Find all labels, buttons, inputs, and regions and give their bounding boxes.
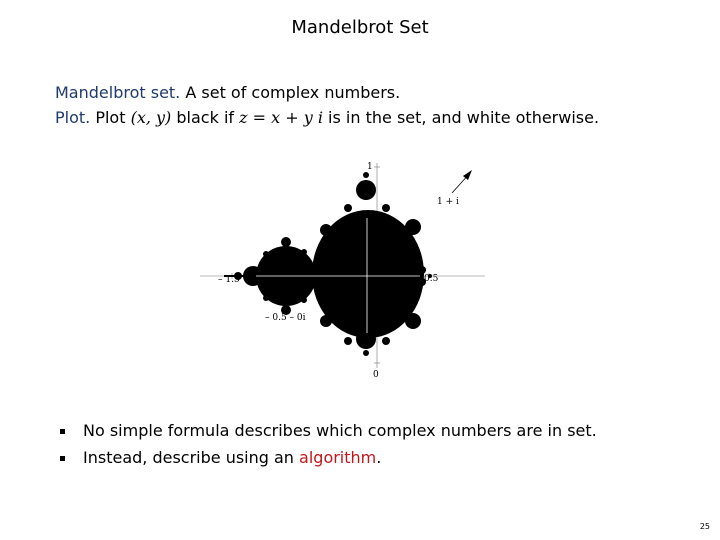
label-point: – 0.5 – 0i — [265, 313, 306, 323]
intro-text — [55, 80, 599, 130]
bullet-icon — [60, 429, 65, 434]
label-axis-top: 1 — [367, 162, 373, 172]
definition-text: A set of complex numbers. — [180, 83, 401, 102]
math-xy: (x, y) — [130, 108, 172, 127]
plot-text-post: is in the set, and white otherwise. — [322, 108, 600, 127]
bullet-icon — [60, 456, 65, 461]
label-axis-left: – 1.5 — [218, 275, 240, 285]
label-1-plus-i: 1 + i — [437, 197, 459, 207]
plot-text-pre: Plot — [90, 108, 131, 127]
math-z: z = x + y i — [239, 108, 323, 127]
label-axis-bottom: 0 — [373, 370, 379, 380]
bullet-text: No simple formula describes which complex numbers are in set. — [83, 421, 597, 440]
mandelbrot-figure — [200, 158, 500, 383]
bullet-text-pre: Instead, describe using an — [83, 448, 300, 467]
page-number: 25 — [699, 522, 710, 531]
algorithm-highlight: algorithm — [299, 448, 377, 467]
label-axis-right: 0.5 — [424, 274, 439, 284]
slide-title: Mandelbrot Set — [291, 17, 429, 38]
bullet-item-formula — [60, 417, 597, 444]
definition-line — [55, 80, 599, 105]
bullet-list — [60, 417, 597, 471]
bullet-item-algorithm — [60, 444, 597, 471]
term-mandelbrot-set: Mandelbrot set. — [55, 83, 181, 102]
term-plot: Plot. — [55, 108, 91, 127]
mandelbrot-shape — [224, 172, 432, 356]
bullet-text-post: . — [376, 448, 382, 467]
plot-text-mid: black if — [171, 108, 240, 127]
plot-line — [55, 105, 599, 130]
